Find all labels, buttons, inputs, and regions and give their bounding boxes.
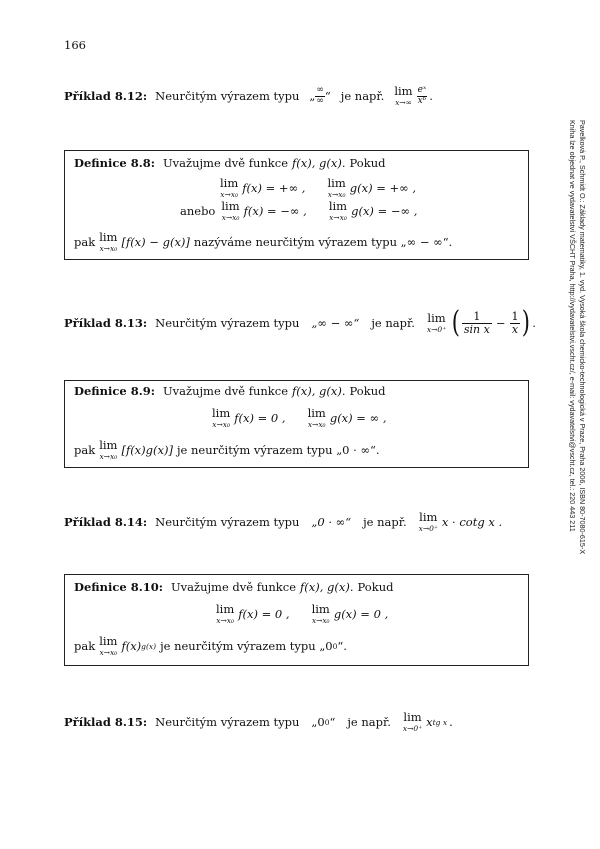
limit-operator: lim x→∞ [394,84,413,107]
definition-label: Definice 8.9: [74,384,155,398]
definition-8-8-header: Definice 8.8: Uvažujme dvě funkce f(x), g(x). Pokud [74,156,386,170]
example-label: Příklad 8.15: [64,715,148,729]
example-label: Příklad 8.13: [64,316,148,330]
definition-8-8-line-1: lim x→x₀ f(x) = +∞ , lim x→x₀ g(x) = +∞ , [220,176,417,199]
example-8-13: Příklad 8.13: Neurčitým výrazem typu „∞ − ∞“ je např. lim x→0⁺ ( $\frac{1}{\text{sin x}}$ − $\frac{1}{x}$ ) . [64,305,536,340]
definition-8-8-line-2: anebo lim x→x₀ f(x) = −∞ , lim x→x₀ g(x) = −∞ , [180,199,418,222]
definition-8-9-conclusion: pak lim x→x₀ [f(x)g(x)] je neurčitým výrazem typu „0 · ∞“. [74,438,380,461]
example-8-15: Příklad 8.15: Neurčitým výrazem typu „0 0 “ je např. lim x→0⁺ x tg x . [64,710,453,733]
definition-label: Definice 8.8: [74,156,155,170]
sidebar-line-2: Kniha lze objednat ve vydavatelství VŠCHT Praha, http://vydavatelstvi.vscht.cz/, e-mail: vydavatelstvi@vscht.cz, tel.: 220 443 211 [568,120,577,532]
type-fraction: $\frac{\infty}{\infty}$ [316,85,324,106]
definition-label: Definice 8.10: [74,580,163,594]
limit-fraction: $\frac{\text{eˣ}}{\text{xᵇ}}$ [417,85,427,106]
example-label: Příklad 8.12: [64,89,148,103]
example-label: Příklad 8.14: [64,515,148,529]
copyright-sidebar [567,120,587,560]
definition-8-10-conclusion: pak lim x→x₀ f(x) g(x) je neurčitým výrazem typu „0 0 “. [74,634,347,657]
definition-8-8-conclusion: pak lim x→x₀ [f(x) − g(x)] nazýváme neurčitým výrazem typu „∞ − ∞“. [74,230,453,253]
definition-8-10-line: lim x→x₀ f(x) = 0 , lim x→x₀ g(x) = 0 , [216,602,389,625]
example-8-12: Příklad 8.12: Neurčitým výrazem typu „ $\frac{\infty}{\infty}$ “ je např. lim x→∞ $\frac{\text{eˣ}}{\text{xᵇ}}$ . [64,84,433,107]
page-number: 166 [64,38,86,52]
sidebar-line-1: Pavelková P., Schmidt O.: Základy matematiky, 1. vyd. Vysoká škola chemicko-technologická v Praze, Praha 2006, ISBN 80-7080-615-X [578,120,587,555]
definition-8-9-header: Definice 8.9: Uvažujme dvě funkce f(x), g(x). Pokud [74,384,386,398]
example-8-14: Příklad 8.14: Neurčitým výrazem typu „0 · ∞“ je např. lim x→0⁺ x · cotg x . [64,510,503,533]
definition-8-10-header: Definice 8.10: Uvažujme dvě funkce f(x), g(x). Pokud [74,580,394,594]
definition-8-9-line: lim x→x₀ f(x) = 0 , lim x→x₀ g(x) = ∞ , [212,406,387,429]
